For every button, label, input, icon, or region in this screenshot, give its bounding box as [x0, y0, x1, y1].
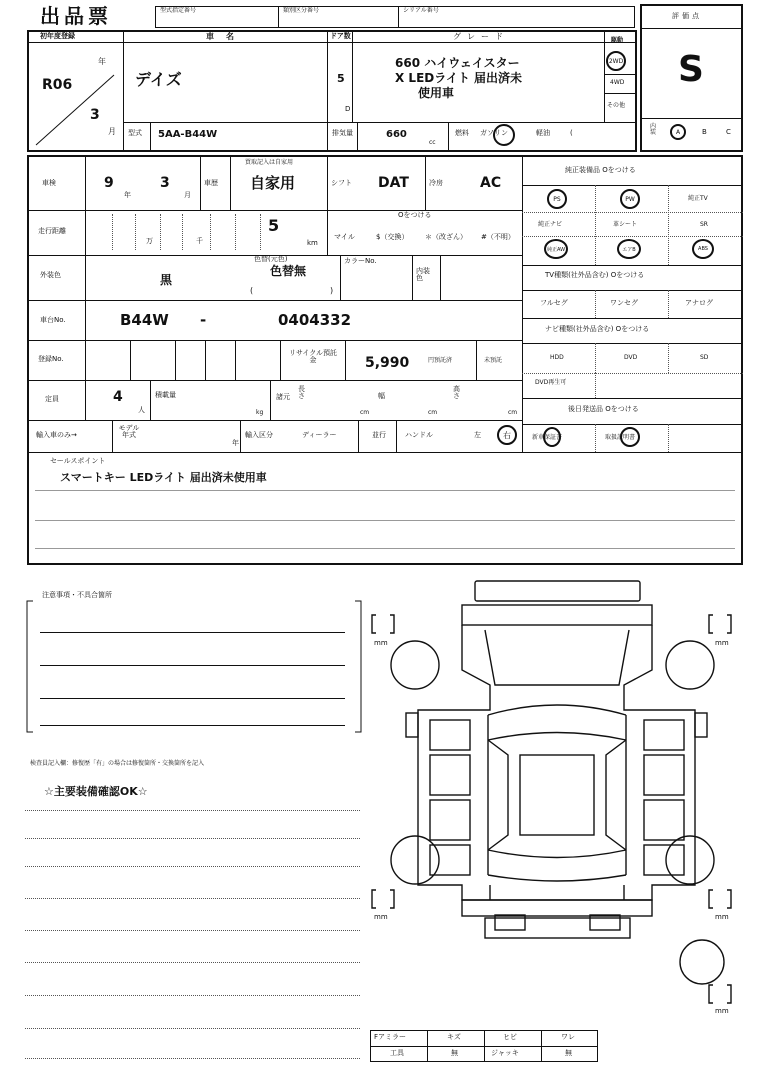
later-warranty-circle — [543, 427, 561, 447]
dvd-playback: DVD再生可 — [535, 379, 567, 386]
table-scratch-label: キズ — [447, 1033, 461, 1041]
length-label: 長さ — [298, 385, 305, 400]
car-name-label: 車名 — [206, 32, 246, 41]
navi-sd: SD — [700, 354, 709, 361]
table-jack-label: ジャッキ — [491, 1049, 519, 1057]
fuel-gasoline: ガソリン — [480, 129, 508, 137]
tire-rr-mm: mm — [715, 913, 729, 921]
shift-value: DAT — [378, 175, 409, 191]
displacement-unit: cc — [429, 139, 436, 146]
tire-fl-mm: mm — [374, 639, 388, 647]
car-diagram — [370, 575, 750, 1015]
handle-right-circled: 右 — [497, 425, 517, 445]
displacement-label: 排気量 — [332, 129, 353, 137]
width-label: 幅 — [378, 392, 385, 400]
tv-type-label: TV種類(社外品含む) Oをつける — [545, 271, 645, 279]
length-cm: cm — [360, 409, 370, 416]
era-year: R06 — [42, 77, 73, 93]
diesel-label: 軽油 — [536, 129, 550, 137]
sales-point-text: スマートキー LEDライト 届出済未使用車 — [60, 471, 267, 484]
equip-pw-circled: PW — [620, 189, 640, 209]
doors-unit: D — [345, 105, 351, 113]
tv-oneseg: ワンセグ — [610, 299, 638, 307]
shaken-month: 3 — [160, 175, 170, 191]
navi-dvd: DVD — [624, 354, 638, 361]
table-jack-value: 無 — [565, 1049, 572, 1057]
mileage-label: 走行距離 — [38, 227, 66, 235]
capacity-value: 4 — [113, 389, 123, 405]
import-label: 輸入車のみ→ — [36, 431, 77, 439]
doors-label: ドア数 — [330, 32, 351, 40]
repaint-paren-close: ) — [330, 286, 334, 295]
chassis-dash: - — [200, 311, 207, 329]
import-parallel: 並行 — [372, 431, 386, 439]
inspector-note-label: 検査員記入欄：修復歴「有」の場合は修復箇所・交換箇所を記入 — [30, 760, 205, 767]
drive-4wd: 4WD — [610, 79, 625, 86]
table-tools-value: 無 — [451, 1049, 458, 1057]
import-dealer: ディーラー — [302, 431, 337, 439]
genuine-equipment-label: 純正装備品 Oをつける — [565, 166, 636, 174]
interior-grade-a-circled: A — [670, 124, 686, 140]
height-cm: cm — [508, 409, 518, 416]
handle-left: 左 — [474, 431, 481, 439]
interior-grade-b: B — [702, 128, 707, 136]
navi-type-label: ナビ種類(社外品含む) Oをつける — [545, 325, 650, 333]
mileage-unknown: #（不明） — [481, 233, 515, 241]
later-warranty: 新車保証書 — [532, 434, 563, 441]
ac-label: 冷房 — [429, 179, 443, 187]
history-value: 自家用 — [250, 174, 296, 192]
tire-rl-mm: mm — [374, 913, 388, 921]
model-label: 型式 — [128, 129, 142, 137]
mileage-unit: km — [307, 239, 318, 247]
id-fields-box — [155, 6, 635, 28]
import-category-label: 輸入区分 — [245, 431, 273, 439]
repaint-value: 色替無 — [270, 264, 307, 278]
recycle-unpaid: 未預託 — [484, 357, 503, 364]
capacity-unit: 人 — [138, 406, 145, 414]
exterior-color-label: 外装色 — [40, 271, 61, 279]
equip-airbag-circled: エアB — [617, 239, 641, 259]
equip-leather-seat: 革シート — [613, 221, 638, 228]
load-label: 積載量 — [155, 391, 176, 399]
inspector-text: ☆主要装備確認OK☆ — [44, 785, 148, 798]
import-year-unit: 年 — [232, 439, 239, 447]
reg-no-label: 登録No. — [38, 355, 64, 363]
repaint-label: 色替(元色) — [254, 255, 288, 263]
equip-sr: SR — [700, 221, 708, 228]
handle-label: ハンドル — [405, 431, 433, 439]
exterior-color-value: 黒 — [160, 273, 173, 287]
mileage-circle-note: Oをつける — [398, 211, 432, 219]
tire-spare-mm: mm — [715, 1007, 729, 1015]
tv-fullseg: フルセグ — [540, 299, 568, 307]
category-number-label: 類別区分番号 — [283, 7, 320, 14]
recycle-amount: 5,990 — [365, 355, 410, 371]
serial-number-label: シリアル番号 — [403, 7, 439, 14]
drive-2wd-circled: 2WD — [606, 51, 626, 71]
interior-label: 内装 — [650, 123, 657, 136]
mileage-exchange: $（交換） — [376, 233, 409, 241]
mileage-sen: 千 — [196, 237, 203, 245]
chassis-number: 0404332 — [278, 311, 352, 329]
caution-label: 注意事項・不具合箇所 — [42, 591, 112, 599]
repaint-paren-open: ( — [250, 286, 254, 295]
grade-line3: 使用車 — [418, 86, 455, 100]
later-manual: 取扱説明書 — [605, 434, 636, 441]
chassis-label: 車台No. — [40, 316, 66, 324]
navi-hdd: HDD — [550, 354, 564, 361]
capacity-label: 定員 — [45, 395, 59, 403]
mileage-value: 5 — [268, 216, 280, 235]
drive-other: その他 — [607, 102, 626, 109]
table-tools-label: 工具 — [390, 1049, 404, 1057]
drive-label: 駆動 — [611, 37, 624, 44]
sales-point-label: セールスポイント — [50, 457, 106, 465]
mileage-tampered: ＊（改ざん） — [425, 233, 467, 241]
grade-line2: X LEDライト 届出済未 — [395, 71, 523, 85]
displacement-value: 660 — [386, 129, 407, 140]
ac-value: AC — [480, 175, 502, 191]
page-title: 出品票 — [40, 4, 112, 28]
chassis-model: B44W — [120, 311, 169, 329]
tire-fr-mm: mm — [715, 639, 729, 647]
shaken-label: 車検 — [42, 179, 56, 187]
grade-line1: 660 ハイウェイスター — [395, 56, 520, 70]
shift-label: シフト — [331, 179, 352, 187]
fuel-label: 燃料 — [455, 129, 469, 137]
grade-label: グレード — [453, 32, 509, 41]
load-unit: kg — [256, 409, 264, 416]
table-break-label: ワレ — [561, 1033, 575, 1041]
shaken-year: 9 — [104, 175, 114, 191]
dimensions-label: 諸元 — [276, 393, 290, 401]
fuel-circle-mark — [493, 124, 515, 146]
year-unit: 年 — [98, 57, 106, 66]
doors-value: 5 — [337, 72, 345, 85]
equip-aw-circled: 純正AW — [544, 239, 568, 259]
type-approval-label: 型式指定番号 — [160, 7, 197, 14]
mileage-man: 万 — [146, 237, 153, 245]
later-shipment-label: 後日発送品 Oをつける — [568, 405, 639, 413]
recycle-paid: 円預託済 — [428, 357, 453, 364]
model-year-label: モデル年式 — [118, 424, 140, 439]
table-mirror-label: Fアミラー — [374, 1033, 407, 1041]
reg-month: 3 — [90, 107, 100, 123]
shaken-month-unit: 月 — [184, 191, 191, 199]
shaken-year-unit: 年 — [124, 191, 131, 199]
equip-genuine-tv: 純正TV — [688, 195, 708, 202]
equip-ps-circled: PS — [547, 189, 567, 209]
history-label: 車歴 — [204, 179, 218, 187]
later-manual-circle — [620, 427, 640, 447]
table-crack-label: ヒビ — [503, 1033, 517, 1041]
height-label: 高さ — [453, 385, 460, 400]
width-cm: cm — [428, 409, 438, 416]
caution-bracket — [25, 596, 365, 736]
model-value: 5AA-B44W — [158, 129, 218, 140]
interior-grade-c: C — [726, 128, 731, 136]
month-unit: 月 — [108, 127, 116, 136]
car-name: デイズ — [135, 70, 182, 89]
recycle-label: リサイクル預託金 — [288, 349, 338, 364]
interior-color-label: 内装色 — [416, 267, 430, 282]
mileage-mile: マイル — [334, 233, 355, 241]
equip-genuine-navi: 純正ナビ — [538, 221, 563, 228]
color-no-label: カラーNo. — [344, 257, 377, 265]
evaluation-score: S — [678, 49, 704, 90]
first-reg-label: 初年度登録 — [40, 32, 75, 40]
history-note: 買取記入は自家用 — [245, 159, 294, 166]
evaluation-label: 評価点 — [672, 12, 702, 20]
tv-analog: アナログ — [685, 299, 713, 307]
equip-abs-circled: ABS — [692, 239, 714, 259]
